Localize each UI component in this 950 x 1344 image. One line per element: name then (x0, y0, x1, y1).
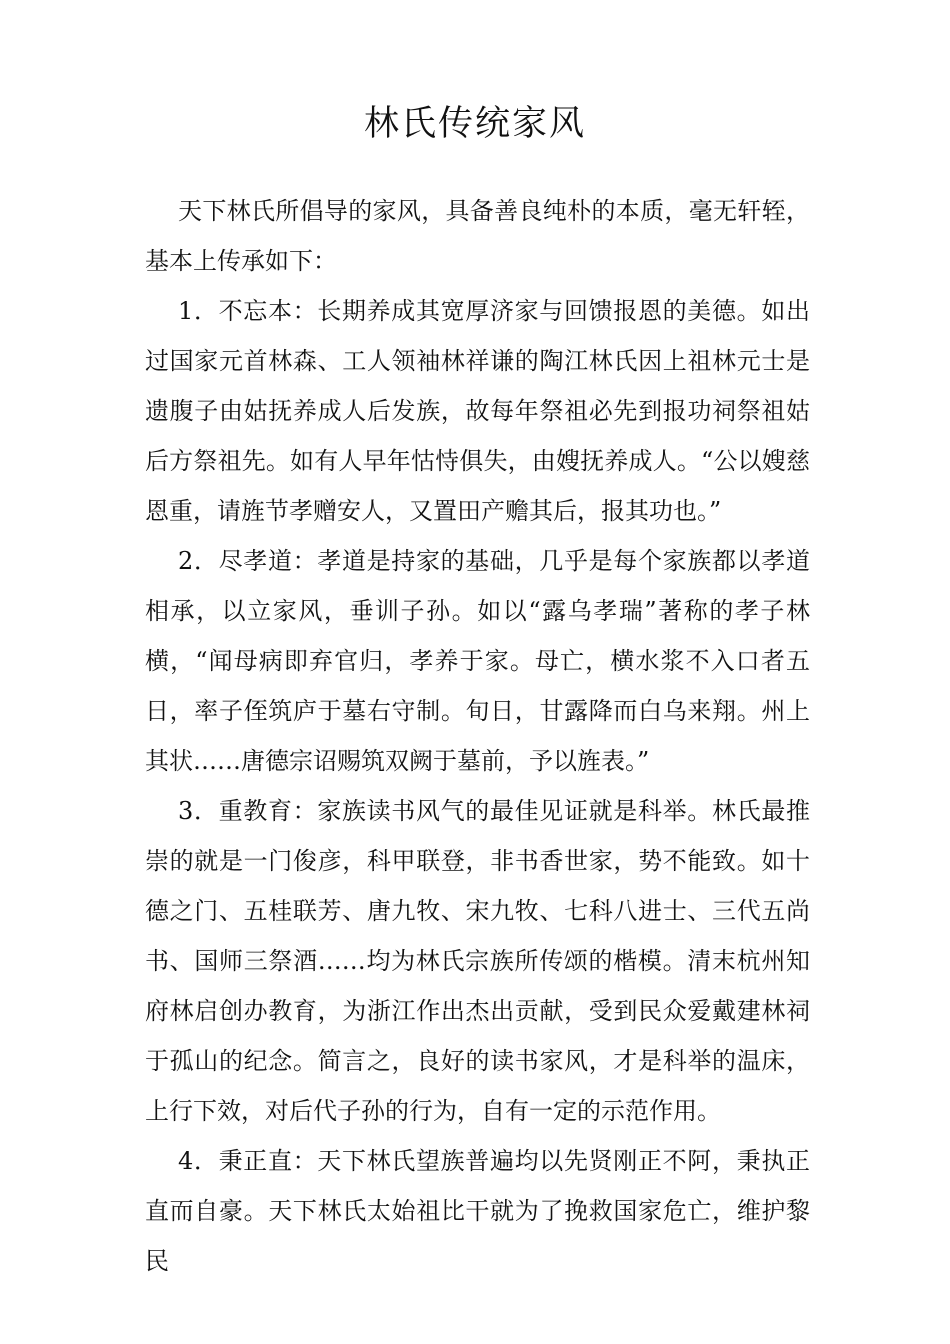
paragraph-3-education: 3．重教育：家族读书风气的最佳见证就是科举。林氏最推崇的就是一门俊彦，科甲联登，非书香世家，势不能致。如十德之门、五桂联芳、唐九牧、宋九牧、七科八进士、三代五尚书、国师三祭酒……均为林氏宗族所传颂的楷模。清末杭州知府林启创办教育，为浙江作出杰出贡献，受到民众爱戴建林祠于孤山的纪念。简言之，良好的读书家风，才是科举的温床，上行下效，对后代子孙的行为，自有一定的示范作用。 (145, 797, 810, 1125)
document-body (145, 186, 810, 1286)
intro-paragraph: 天下林氏所倡导的家风，具备善良纯朴的本质，毫无轩轾，基本上传承如下： (145, 197, 810, 275)
document-title: 林氏传统家风 (363, 104, 586, 144)
paragraph-4-integrity: 4．秉正直：天下林氏望族普遍均以先贤刚正不阿，秉执正直而自豪。天下林氏太始祖比干就为了挽救国家危亡，维护黎民 (145, 1147, 810, 1275)
paragraph-2-filial-piety: 2．尽孝道：孝道是持家的基础，几乎是每个家族都以孝道相承，以立家风，垂训子孙。如以“露乌孝瑞”著称的孝子林横，“闻母病即弃官归，孝养于家。母亡，横水浆不入口者五日，率子侄筑庐于墓右守制。旬日，甘露降而白乌来翔。州上其状……唐德宗诏赐筑双阙于墓前，予以旌表。” (145, 547, 810, 775)
paragraph-1-not-forget-roots: 1．不忘本：长期养成其宽厚济家与回馈报恩的美德。如出过国家元首林森、工人领袖林祥谦的陶江林氏因上祖林元士是遗腹子由姑抚养成人后发族，故每年祭祖必先到报功祠祭祖姑后方祭祖先。如有人早年怙恃俱失，由嫂抚养成人。“公以嫂慈恩重，请旌节孝赠安人，又置田产赡其后，报其功也。” (145, 297, 810, 525)
